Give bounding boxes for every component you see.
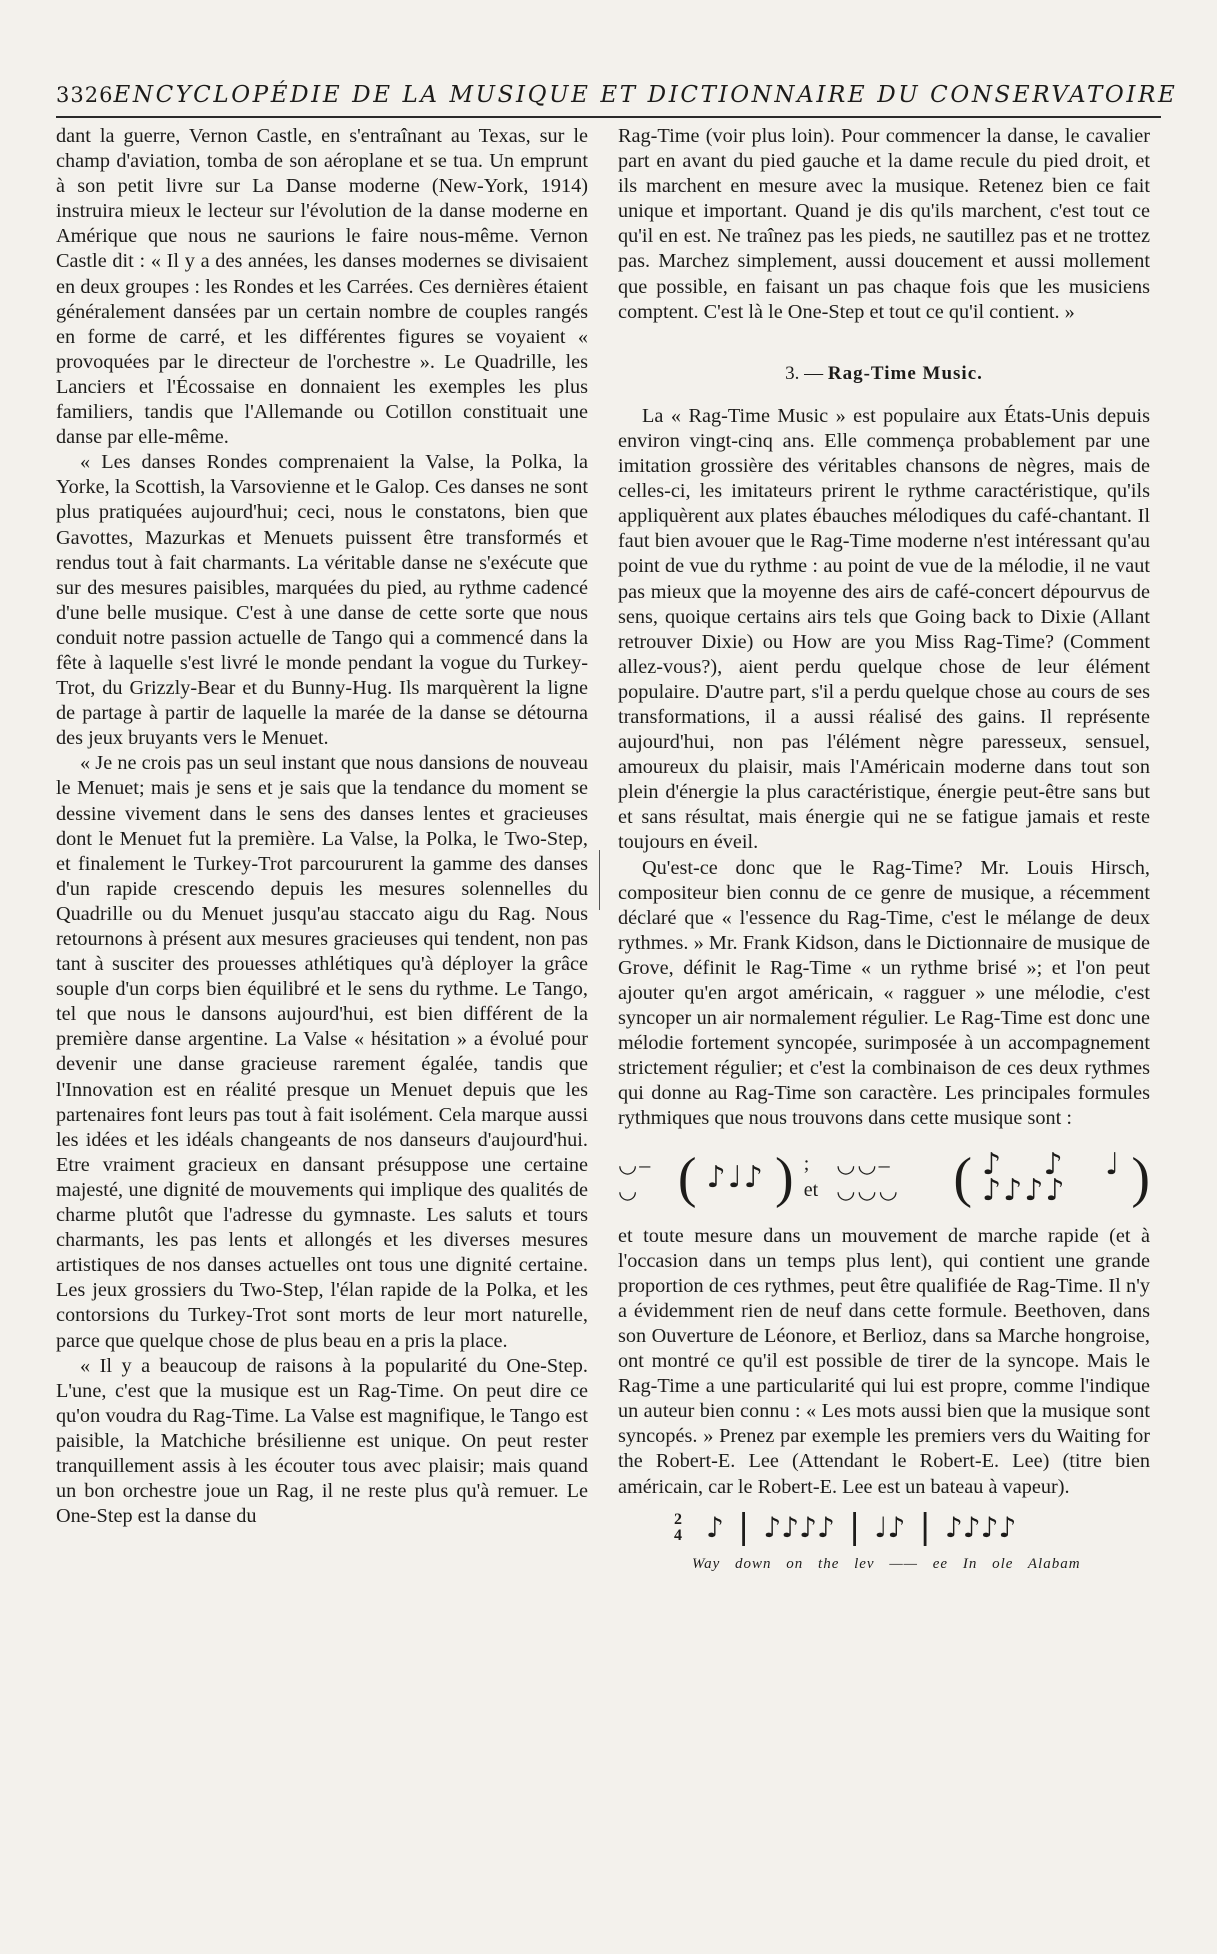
section-title: Rag-Time Music. xyxy=(827,362,983,384)
section-heading xyxy=(618,361,1150,386)
barline-2: | xyxy=(848,1507,861,1548)
notes-pattern-2: ♪♪♩ ♪♪♪♪ xyxy=(982,1147,1122,1208)
time-signature-bottom: 4 xyxy=(674,1526,682,1544)
music-lyrics: Way down on the lev —— ee In ole Alabam xyxy=(692,1555,1081,1572)
left-paragraph-2: « Les danses Rondes comprenaient la Valse, la Polka, la Yorke, la Scottish, la Varsovienne et le Galop. Ces danses ne sont plus pratiquées aujourd'hui; ceci, nous le constatons, bien que Gavottes, Mazurkas et Menuets puissent être transformés et rendus tout à fait charmants. La véritable danse ne s'exécute que sur des mesures paisibles, marquées du pied, au rythme cadencé d'une belle musique. C'est à une danse de cette sorte que nous conduit notre passion actuelle de Tango qui a commencé dans la fête à laquelle s'est livré le monde pendant la vogue du Turkey-Trot, du Grizzly-Bear et du Bunny-Hug. Ils marquèrent la ligne de partage à partir de laquelle la marée de la danse se détourna des jeux bruyants vers le Menuet. xyxy=(56,451,588,750)
paren-close-2: ) xyxy=(1131,1146,1150,1209)
section-number: 3. — xyxy=(785,362,824,384)
left-column xyxy=(56,124,588,1529)
notes-pattern-1: ♪♩♪ xyxy=(706,1160,766,1196)
measure-4: ♪♪♪♪ xyxy=(944,1511,1017,1545)
right-paragraph-3: et toute mesure dans un mouvement de marche rapide (et à l'occasion dans un temps plus lent), qui contient une grande proportion de ces rythmes, peut être qualifiée de Rag-Time. Il n'y a évidemment rien de neuf dans cette formule. Beethoven, dans son Ouverture de Léonore, et Berlioz, dans sa Marche hongroise, ont montré ce qu'il est possible de tirer de la syncope. Mais le Rag-Time a une particularité qui lui est propre, comme l'indique un auteur bien connu : « Les mots aussi bien que la musique sont syncopés. » Prenez par exemple les premiers vers du Waiting for the Robert-E. Lee (Attendant le Robert-E. Lee) (titre bien américain, car le Robert-E. Lee est un bateau à vapeur). xyxy=(618,1224,1150,1498)
right-paragraph-2: Qu'est-ce donc que le Rag-Time? Mr. Louis Hirsch, compositeur bien connu de ce genre de musique, a récemment déclaré que « l'essence du Rag-Time, c'est le mélange de deux rythmes. » Mr. Frank Kidson, dans le Dictionnaire de musique de Grove, définit le Rag-Time « un rythme brisé »; et l'on peut ajouter qu'en argot américain, « ragguer » une mélodie, c'est syncoper un air normalement régulier. Le Rag-Time est donc une mélodie fortement syncopée, surimposée à un accompagnement strictement régulier; et c'est la combinaison de ces deux rythmes qui donne au Rag-Time son caractère. Les principales formules rythmiques que nous trouvons dans cette musique sont : xyxy=(618,856,1150,1130)
paren-open-1: ( xyxy=(677,1146,697,1209)
measure-2: ♪♪♪♪ xyxy=(763,1511,835,1545)
running-title: ENCYCLOPÉDIE DE LA MUSIQUE ET DICTIONNAIRE DU CONSERVATOIRE xyxy=(113,82,1178,108)
barline-1: | xyxy=(737,1507,750,1548)
paren-open-2: ( xyxy=(953,1146,973,1209)
header-rule xyxy=(56,116,1161,118)
left-paragraph-4: « Il y a beaucoup de raisons à la popularité du One-Step. L'une, c'est que la musique est un Rag-Time. On peut dire ce qu'on voudra du Rag-Time. La Valse est magnifique, le Tango est paisible, la Matchiche brésilienne est unique. On peut rester tranquillement assis à les écouter tous avec plaisir; mais quand un bon orchestre joue un Rag, il ne reste plus qu'à remuer. Le One-Step est la danse du xyxy=(56,1354,588,1528)
meter-pattern-2: ◡◡–◡◡◡ xyxy=(836,1152,900,1203)
right-paragraph-1: La « Rag-Time Music » est populaire aux États-Unis depuis environ vingt-cinq ans. Elle commença probablement par une imitation grossière des véritables chansons de nègres, mais de celles-ci, les imitateurs prirent le rythme caractéristique, qu'ils appliquèrent aux plates ébauches mélodiques du café-chantant. Il faut bien avouer que le Rag-Time moderne n'est intéressant qu'au point de vue du rythme : au point de vue de la mélodie, il ne vaut pas mieux que la moyenne des airs de café-concert dépourvus de sens, quoique certains airs tels que Going back to Dixie (Allant retrouver Dixie) ou How are you Miss Rag-Time? (Comment allez-vous?), aient perdu quelque chose de leur élément populaire. D'autre part, s'il a perdu quelque chose au cours de ses transformations, il a aussi réalisé des gains. Il représente aujourd'hui, non pas l'élément nègre paresseux, sensuel, amoureux du plaisir, mais l'Américain moderne dans tout son plein d'énergie la plus caractéristique, énergie peut-être sans but et sans résultat, mais énergie qui ne se fatigue jamais et reste toujours en éveil. xyxy=(618,404,1150,854)
measure-3: ♩♪ xyxy=(874,1511,906,1545)
meter-pattern-1: ◡–◡ xyxy=(618,1152,653,1203)
time-signature xyxy=(674,1512,682,1544)
time-signature-top: 2 xyxy=(674,1510,682,1528)
barline-3: | xyxy=(919,1507,931,1548)
formula-separator: ; et xyxy=(803,1153,819,1201)
right-column xyxy=(618,124,1150,1598)
page-number: 3326 xyxy=(56,83,114,107)
measure-1: ♪ xyxy=(706,1511,724,1545)
rhythm-formulas xyxy=(618,1138,1150,1218)
left-paragraph-1: dant la guerre, Vernon Castle, en s'entraînant au Texas, sur le champ d'aviation, tomba de son aéroplane et se tua. Un emprunt à son petit livre sur La Danse moderne (New-York, 1914) instruira mieux le lecteur sur l'évolution de la danse moderne en Amérique que nous ne saurions le faire nous-même. Vernon Castle dit : « Il y a des années, les danses modernes se divisaient en deux groupes : les Rondes et les Carrées. Ces dernières étaient généralement dansées par un certain nombre de couples rangés en forme de carré, et les différentes figures se voyaient « provoquées par le directeur de l'orchestre ». Le Quadrille, les Lanciers et l'Écossaise en donnaient les exemples les plus familiers, tandis que l'Allemande ou Cotillon constituait une danse par elle-même. xyxy=(56,125,588,449)
paren-close-1: ) xyxy=(775,1146,794,1209)
left-paragraph-3: « Je ne crois pas un seul instant que nous dansions de nouveau le Menuet; mais je sens et je sais que la tendance du moment se dessine vivement dans le sens des danses lentes et gracieuses dont le Menuet fut la première. La Valse, la Polka, le Two-Step, et finalement le Turkey-Trot parcoururent la gamme des danses d'un rapide crescendo depuis les mesures solennelles du Quadrille ou du Menuet jusqu'au staccato aigu du Rag. Nous retournons à présent aux mesures gracieuses qui tendent, non pas tant à susciter des prouesses athlétiques qu'à déployer la grâce souple d'un corps bien équilibré et le sens du rythme. Le Tango, tel que nous le dansons aujourd'hui, est bien différent de la première danse argentine. La Valse « hésitation » a évolué pour devenir une danse gracieuse rarement égalée, tandis que l'Innovation est en réalité presque un Menuet depuis que les partenaires font leurs pas tout à fait isolément. Cela marque aussi les idées et les idéals changeants de nos danseurs d'aujourd'hui. Etre vraiment gracieux en dansant présuppose une certaine majesté, une dignité de mouvements qui implique des qualités de charme plutôt que l'adresse du gymnaste. Les saluts et tours charmants, les pas lents et allongés et les diverses mesures artistiques de nos danses actuelles ont tous une dignité certaine. Les jeux grossiers du Two-Step, l'élan rapide de la Polka, et les contorsions du Turkey-Trot sont morts de leur mort naturelle, parce que quelque chose de plus beau en a pris la place. xyxy=(56,752,588,1352)
column-divider xyxy=(599,850,600,910)
page-header xyxy=(56,82,1178,116)
music-example xyxy=(618,1507,1150,1598)
right-intro-paragraph: Rag-Time (voir plus loin). Pour commencer la danse, le cavalier part en avant du pied gauche et la dame recule du pied droit, et ils marchent en mesure avec la musique. Retenez bien ce fait unique et important. Quand je dis qu'ils marchent, c'est tout ce qu'il en est. Ne traînez pas les pieds, ne sautillez pas et ne trottez pas. Marchez simplement, aussi doucement et aussi mollement que possible, en faisant un pas chaque fois que les musiciens comptent. C'est là le One-Step et tout ce qu'il contient. » xyxy=(618,125,1150,323)
music-staff xyxy=(618,1507,1150,1548)
